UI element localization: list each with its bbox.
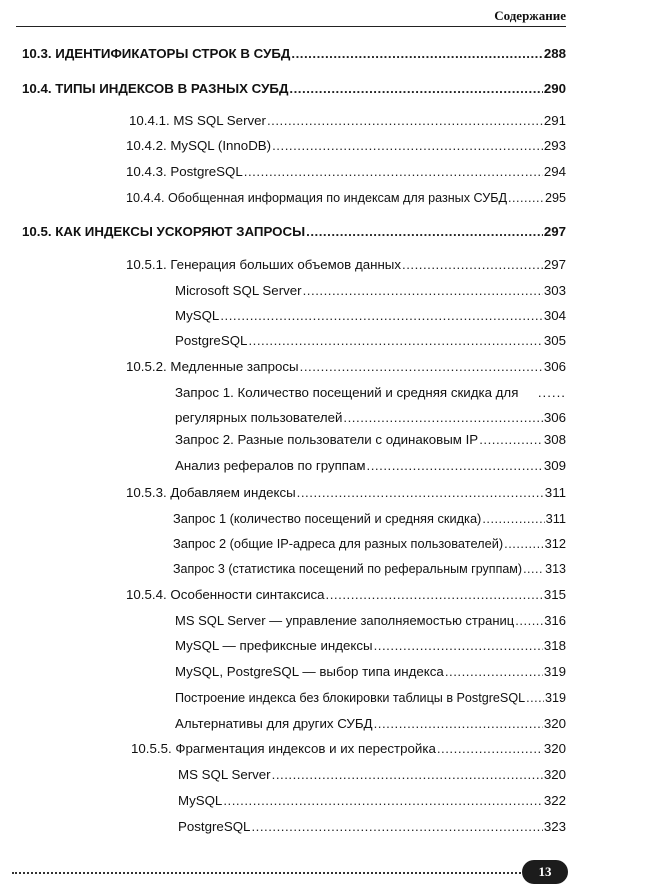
toc-leader-dots (220, 308, 542, 324)
toc-entry-page: 319 (543, 664, 566, 679)
toc-entry-10-4-1[interactable] (129, 113, 566, 129)
toc-entry-page: 290 (543, 81, 566, 96)
toc-entry-title: Запрос 2 (общие IP-адреса для разных пользователей) (173, 536, 504, 551)
toc-leader-dots (374, 638, 543, 654)
toc-entry-10-5-2[interactable] (126, 359, 566, 375)
toc-entry-10-4-3[interactable] (126, 164, 566, 180)
toc-entry-title: Microsoft SQL Server (175, 283, 302, 298)
toc-entry-page: 322 (543, 793, 566, 808)
toc-entry-title: MySQL (175, 308, 220, 323)
toc-leader-dots (343, 410, 542, 426)
toc-entry-title: 10.5.4. Особенности синтаксиса (126, 587, 325, 602)
toc-entry-mysql[interactable] (175, 308, 566, 324)
toc-entry-title: MySQL (178, 793, 223, 808)
toc-entry-10-5-1[interactable] (126, 257, 566, 273)
toc-leader-dots (291, 46, 542, 62)
toc-entry-page: 323 (543, 819, 566, 834)
toc-entry-10-3[interactable] (22, 46, 566, 62)
toc-entry-title: Альтернативы для других СУБД (175, 716, 373, 731)
toc-entry-10-5-4[interactable] (126, 587, 566, 603)
toc-entry-mssql-fillfactor[interactable] (175, 613, 566, 629)
toc-entry-title: Запрос 1 (количество посещений и средняя скидка) (173, 511, 482, 526)
toc-entry-title: MS SQL Server — управление заполняемостью страниц (175, 613, 515, 628)
toc-entry-title: Анализ рефералов по группам (175, 458, 366, 473)
toc-entry-title: 10.4.1. MS SQL Server (129, 113, 266, 128)
toc-leader-dots (303, 283, 543, 299)
toc-entry-page: 305 (543, 333, 566, 348)
toc-entry-index-type-choice[interactable] (175, 664, 566, 680)
toc-leader-dots (504, 536, 543, 552)
toc-entry-page: 316 (544, 613, 566, 628)
toc-entry-title: Запрос 2. Разные пользователи с одинаковым IP (175, 432, 479, 447)
toc-entry-page: 312 (544, 536, 566, 551)
toc-entry-page: 309 (543, 458, 566, 473)
running-header-title: Содержание (494, 8, 566, 23)
toc-entry-page: 291 (543, 113, 566, 128)
toc-entry-page: 303 (543, 283, 566, 298)
toc-entry-page: 311 (544, 485, 566, 500)
toc-entry-page: 293 (543, 138, 566, 153)
toc-entry-page: 311 (545, 511, 566, 526)
toc-leader-dots (437, 741, 543, 757)
toc-leader-dots (402, 257, 543, 273)
toc-entry-page: 320 (543, 741, 566, 756)
toc-entry-10-4-2[interactable] (126, 138, 566, 154)
toc-entry-title: 10.5.2. Медленные запросы (126, 359, 299, 374)
toc-leader-dots (367, 458, 543, 474)
toc-entry-title: Запрос 3 (статистика посещений по реферальным группам) (173, 562, 523, 576)
toc-leader-dots (479, 432, 543, 448)
footer-dotted-divider (12, 872, 560, 874)
toc-entry-title: Построение индекса без блокировки таблицы в PostgreSQL (175, 691, 526, 705)
toc-leader-dots (515, 613, 543, 629)
toc-entry-ms-sql-server-fragmentation[interactable] (178, 767, 566, 783)
toc-entry-title: 10.3. ИДЕНТИФИКАТОРЫ СТРОК В СУБД (22, 46, 291, 61)
toc-entry-trailing-dots: ...... (537, 385, 566, 400)
toc-entry-other-dbms-alternatives[interactable] (175, 716, 566, 732)
toc-entry-title: MySQL — префиксные индексы (175, 638, 373, 653)
toc-leader-dots (526, 690, 544, 706)
toc-entry-title: 10.4. ТИПЫ ИНДЕКСОВ В РАЗНЫХ СУБД (22, 81, 289, 96)
toc-leader-dots (223, 793, 542, 809)
toc-entry-page: 320 (543, 716, 566, 731)
toc-entry-postgresql-fragmentation[interactable] (178, 819, 566, 835)
toc-entry-10-5[interactable] (22, 224, 566, 240)
toc-leader-dots (300, 359, 543, 375)
toc-entry-10-4-4[interactable] (126, 190, 566, 206)
toc-leader-dots (445, 664, 543, 680)
toc-entry-index-query-2[interactable] (173, 536, 566, 552)
toc-leader-dots (482, 511, 544, 527)
toc-entry-page: 319 (544, 691, 566, 705)
toc-entry-title: 10.5.1. Генерация больших объемов данных (126, 257, 401, 272)
toc-entry-page: 313 (545, 562, 566, 576)
toc-leader-dots (523, 561, 544, 577)
toc-entry-postgresql[interactable] (175, 333, 566, 349)
toc-entry-title: PostgreSQL (175, 333, 248, 348)
toc-entry-page: 288 (543, 46, 566, 61)
toc-entry-title: Запрос 1. Количество посещений и средняя скидка для (175, 385, 519, 400)
toc-entry-title: PostgreSQL (178, 819, 251, 834)
toc-entry-10-4[interactable] (22, 81, 566, 97)
toc-entry-page: 318 (543, 638, 566, 653)
toc-leader-dots (508, 190, 544, 206)
toc-entry-index-query-1[interactable] (173, 511, 566, 527)
toc-leader-dots (306, 224, 543, 240)
toc-entry-title-continued: регулярных пользователей (175, 410, 343, 425)
toc-entry-mysql-prefix-indexes[interactable] (175, 638, 566, 654)
toc-entry-query-2[interactable] (175, 432, 566, 448)
toc-leader-dots (272, 767, 543, 783)
toc-entry-title: MS SQL Server (178, 767, 271, 782)
toc-leader-dots (272, 138, 543, 154)
toc-entry-page: 294 (543, 164, 566, 179)
toc-entry-title: 10.5.5. Фрагментация индексов и их перестройка (131, 741, 436, 756)
toc-entry-page: 297 (543, 224, 566, 239)
toc-leader-dots (244, 164, 543, 180)
toc-entry-title: 10.4.2. MySQL (InnoDB) (126, 138, 272, 153)
toc-leader-dots (248, 333, 542, 349)
toc-entry-page: 306 (543, 359, 566, 374)
toc-entry-title: 10.5.3. Добавляем индексы (126, 485, 296, 500)
toc-entry-second-line (175, 410, 566, 426)
toc-entry-page: 315 (543, 587, 566, 602)
toc-leader-dots (374, 716, 543, 732)
toc-entry-page: 306 (543, 410, 566, 425)
toc-leader-dots (251, 819, 542, 835)
toc-entry-page: 295 (544, 191, 566, 205)
toc-entry-query-1[interactable] (175, 385, 566, 426)
toc-entry-concurrent-index[interactable] (175, 690, 566, 706)
page-number-badge (522, 860, 568, 884)
header-divider (16, 26, 566, 27)
toc-entry-title: MySQL, PostgreSQL — выбор типа индекса (175, 664, 444, 679)
toc-entry-index-query-3[interactable] (173, 561, 566, 577)
toc-leader-dots (297, 485, 544, 501)
toc-entry-first-line (175, 385, 566, 401)
toc-entry-mysql-fragmentation[interactable] (178, 793, 566, 809)
toc-leader-dots (289, 81, 542, 97)
toc-leader-dots (326, 587, 543, 603)
toc-entry-10-5-5[interactable] (131, 741, 566, 757)
toc-leader-dots (267, 113, 543, 129)
toc-entry-page: 297 (543, 257, 566, 272)
toc-entry-page: 304 (543, 308, 566, 323)
toc-entry-microsoft-sql-server[interactable] (175, 283, 566, 299)
toc-entry-page: 320 (543, 767, 566, 782)
page-number: 13 (538, 864, 552, 879)
toc-entry-referral-analysis[interactable] (175, 458, 566, 474)
toc-entry-title: 10.4.4. Обобщенная информация по индексам для разных СУБД (126, 191, 507, 205)
toc-entry-title: 10.5. КАК ИНДЕКСЫ УСКОРЯЮТ ЗАПРОСЫ (22, 224, 306, 239)
toc-entry-title: 10.4.3. PostgreSQL (126, 164, 243, 179)
toc-entry-10-5-3[interactable] (126, 485, 566, 501)
toc-entry-page: 308 (543, 432, 566, 447)
